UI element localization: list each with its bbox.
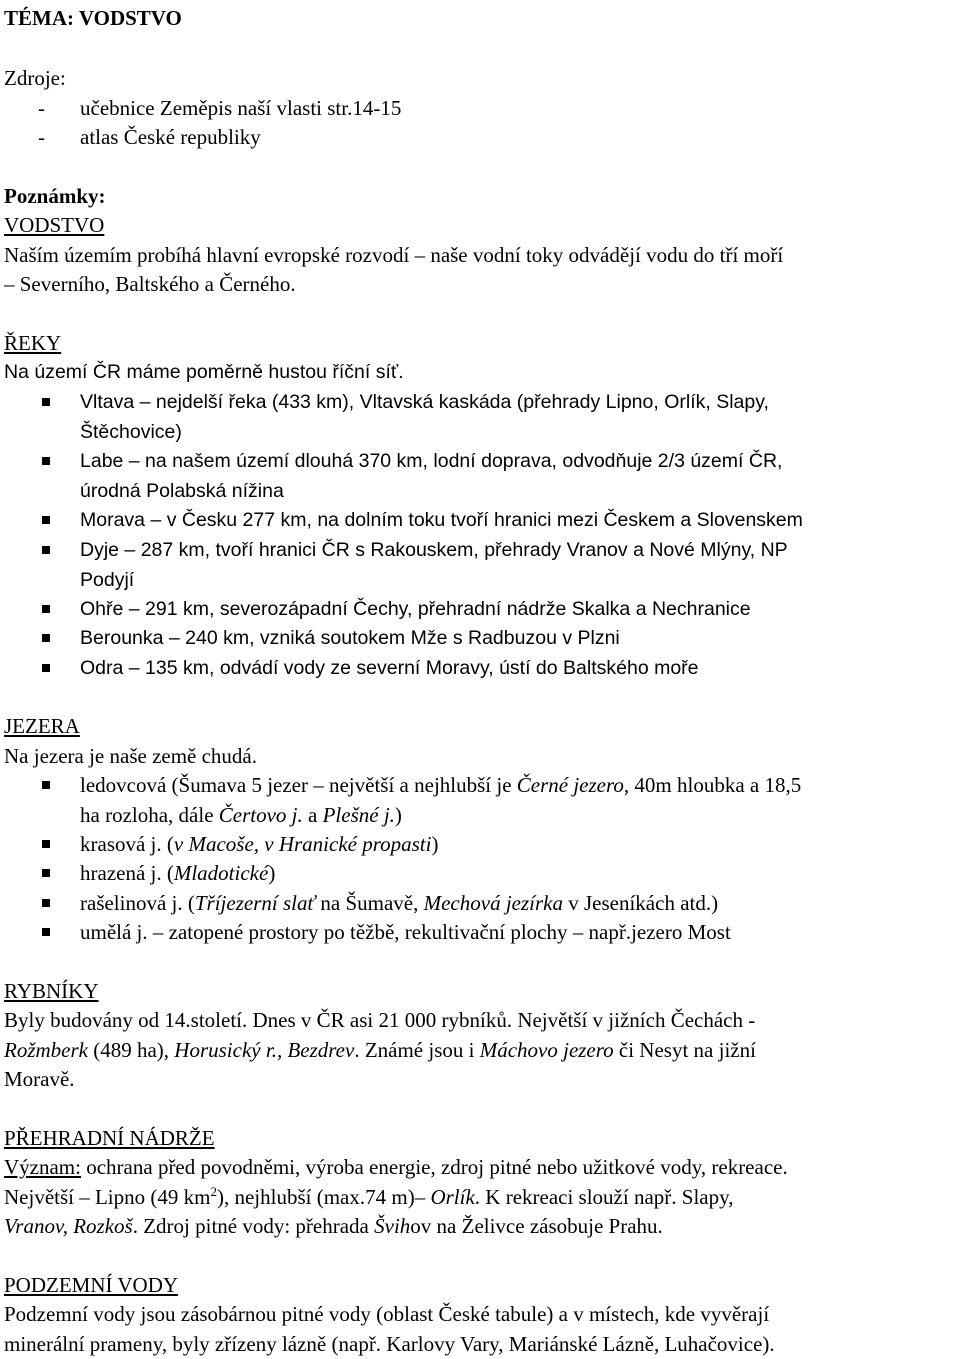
notes-heading: Poznámky:: [4, 184, 106, 208]
section-heading-vodstvo: VODSTVO: [4, 213, 105, 237]
page-title: TÉMA: VODSTVO: [4, 6, 182, 30]
paragraph-line: Naším územím probíhá hlavní evropské rozvodí – naše vodní toky odvádějí vodu do tří moří: [4, 243, 784, 267]
bullet-icon: [42, 869, 50, 877]
section-heading-nadrze: PŘEHRADNÍ NÁDRŽE: [4, 1126, 215, 1150]
bullet-icon: [42, 664, 50, 672]
paragraph-line: Rožmberk (489 ha), Horusický r., Bezdrev. Známé jsou i Máchovo jezero či Nesyt na jižní: [4, 1038, 756, 1062]
section-heading-rybniky: RYBNÍKY: [4, 979, 99, 1003]
paragraph-line: Význam: ochrana před povodněmi, výroba energie, zdroj pitné nebo užitkové vody, rekreace.: [4, 1155, 788, 1179]
paragraph-line: – Severního, Baltského a Černého.: [4, 272, 296, 296]
bullet-icon: [42, 634, 50, 642]
bullet-icon: [42, 899, 50, 907]
paragraph-line: Podzemní vody jsou zásobárnou pitné vody (oblast České tabule) a v místech, kde vyvěrají: [4, 1302, 770, 1326]
paragraph-line: Moravě.: [4, 1067, 75, 1091]
source-item: - učebnice Zeměpis naší vlasti str.14-15: [38, 96, 402, 120]
bullet-icon: [42, 928, 50, 936]
bullet-icon: [42, 781, 50, 789]
paragraph-line: Byly budovány od 14.století. Dnes v ČR asi 21 000 rybníků. Největší v jižních Čechách -: [4, 1008, 756, 1032]
bullet-icon: [42, 605, 50, 613]
section-heading-podzemni: PODZEMNÍ VODY: [4, 1273, 179, 1297]
paragraph-line: minerální prameny, byly zřízeny lázně (např. Karlovy Vary, Mariánské Lázně, Luhačovice).: [4, 1332, 775, 1356]
sources-heading: Zdroje:: [4, 66, 66, 90]
bullet-icon: [42, 516, 50, 524]
section-heading-reky: ŘEKY: [4, 331, 62, 355]
paragraph-line: Na území ČR máme poměrně hustou říční síť.: [4, 361, 404, 383]
bullet-icon: [42, 398, 50, 406]
paragraph-line: Největší – Lipno (49 $km^2$), nejhlubší (max.74 m)– Orlík. K rekreaci slouží např. Slapy,: [4, 1184, 734, 1209]
bullet-icon: [42, 546, 50, 554]
section-heading-jezera: JEZERA: [4, 714, 80, 738]
bullet-icon: [42, 457, 50, 465]
source-item: - atlas České republiky: [38, 125, 261, 149]
bullet-icon: [42, 840, 50, 848]
paragraph-line: Vranov, Rozkoš. Zdroj pitné vody: přehrada Švihov na Želivce zásobuje Prahu.: [4, 1214, 663, 1238]
paragraph-line: Na jezera je naše země chudá.: [4, 744, 258, 768]
